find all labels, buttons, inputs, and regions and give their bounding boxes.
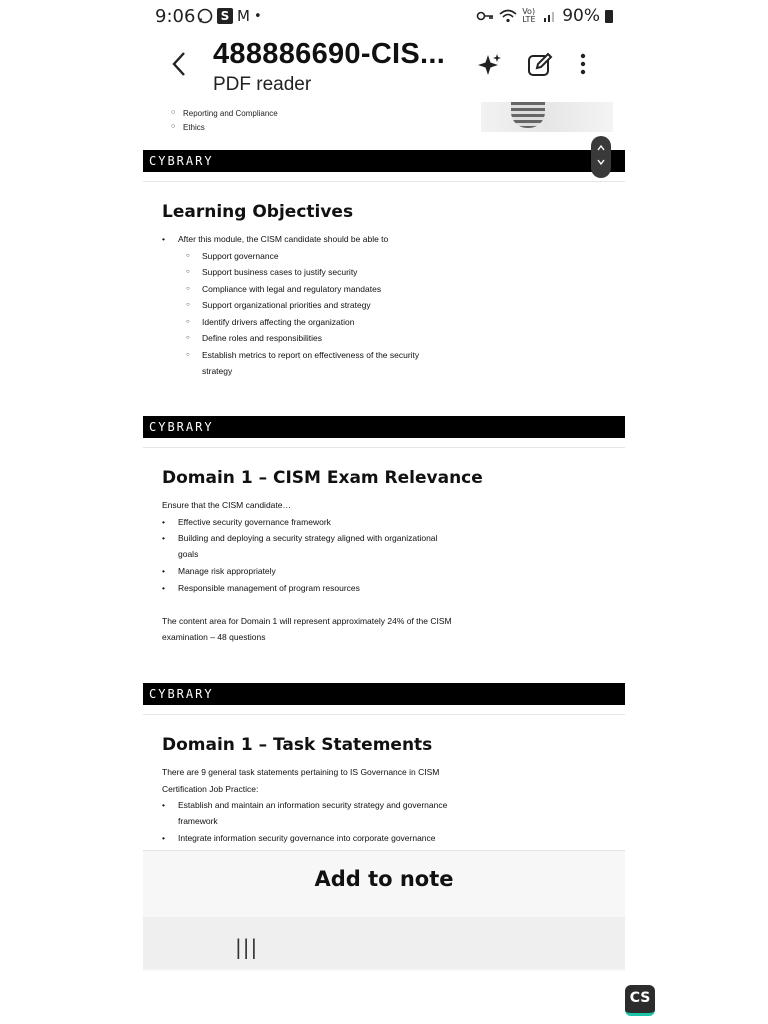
- camscanner-logo: CS: [625, 985, 655, 1016]
- pdf-viewport[interactable]: [143, 102, 625, 850]
- recent-apps-button[interactable]: |||: [235, 935, 259, 959]
- list-item: ○ Support organizational priorities and strategy: [202, 297, 442, 314]
- document-title: 488886690-CIS...: [213, 38, 446, 70]
- chevron-up-icon: [596, 144, 606, 152]
- list-item: ○ Identify drivers affecting the organization: [202, 314, 442, 331]
- status-bar: [143, 0, 625, 32]
- add-to-note-button[interactable]: Add to note: [314, 867, 454, 891]
- list-item-continuation: strategy: [202, 366, 233, 376]
- list-item-continuation: goals: [178, 549, 199, 559]
- cybrary-banner: [143, 416, 625, 438]
- list-item: ○ Reporting and Compliance: [171, 109, 278, 118]
- app-header: [143, 32, 625, 102]
- cybrary-logo-text: CYBRARY: [149, 420, 214, 434]
- status-time: 9:06: [155, 6, 196, 27]
- slide-heading: Learning Objectives: [162, 202, 354, 222]
- slide-intro: Certification Job Practice:: [162, 784, 259, 794]
- slide-learning-objectives: [143, 182, 625, 416]
- battery-percent: 90%: [562, 6, 600, 26]
- list-item: • Integrate information security governance into corporate governance: [178, 830, 478, 847]
- slide-heading: Domain 1 – CISM Exam Relevance: [162, 468, 483, 488]
- app-subtitle: PDF reader: [213, 74, 312, 95]
- slide-exam-relevance: [143, 448, 625, 683]
- list-item: • After this module, the CISM candidate should be able to: [178, 231, 478, 248]
- whatsapp-icon: [197, 8, 213, 24]
- list-item: • Responsible management of program resources: [178, 580, 478, 597]
- list-item: ○ Support business cases to justify security: [202, 264, 442, 281]
- list-item: ○ Define roles and responsibilities: [202, 330, 442, 347]
- list-item: ○ Support governance: [202, 248, 442, 265]
- lightbulb-image: [481, 102, 613, 132]
- edit-icon: [527, 52, 553, 78]
- previous-slide-fragment: [143, 102, 625, 150]
- wifi-icon: [499, 9, 517, 23]
- back-button[interactable]: [171, 50, 187, 86]
- notification-icons: [197, 7, 262, 25]
- fast-scroll-handle[interactable]: [591, 136, 611, 178]
- list-item: ○ Establish metrics to report on effectiveness of the security: [202, 347, 442, 364]
- vpn-key-icon: [476, 10, 494, 22]
- more-notifications-dot: •: [253, 8, 262, 24]
- signal-icon: [543, 10, 557, 22]
- chevron-down-icon: [596, 158, 606, 166]
- slide-heading: Domain 1 – Task Statements: [162, 735, 433, 755]
- chevron-left-icon: [171, 50, 187, 78]
- navigation-bar: [143, 917, 625, 969]
- cybrary-banner: [143, 683, 625, 705]
- more-options-button[interactable]: [579, 52, 587, 82]
- slide-note: The content area for Domain 1 will represent approximately 24% of the CISM: [162, 616, 452, 626]
- sparkle-icon: [477, 52, 503, 78]
- list-item-continuation: framework: [178, 816, 218, 826]
- slide-intro: Ensure that the CISM candidate…: [162, 500, 291, 510]
- list-item: • Effective security governance framework: [178, 514, 478, 531]
- s-app-icon: S: [217, 8, 233, 24]
- cybrary-logo-text: CYBRARY: [149, 154, 214, 168]
- more-vertical-icon: [579, 52, 587, 76]
- list-item: ○ Ethics: [171, 123, 205, 132]
- slide-task-statements: [143, 715, 625, 850]
- system-icons: [476, 6, 613, 26]
- add-to-note-panel: [143, 850, 625, 971]
- slide-note: examination – 48 questions: [162, 632, 266, 642]
- battery-icon: [605, 10, 613, 23]
- list-item: ○ Compliance with legal and regulatory mandates: [202, 281, 442, 298]
- list-item: • Manage risk appropriately: [178, 563, 478, 580]
- network-label: Vo) LTE: [522, 7, 536, 24]
- list-item: • Building and deploying a security strategy aligned with organizational: [178, 530, 478, 547]
- list-item: • Establish and maintain an information security strategy and governance: [178, 797, 478, 814]
- edit-button[interactable]: [527, 52, 553, 84]
- gmail-icon: M: [237, 7, 250, 25]
- slide-intro: There are 9 general task statements pertaining to IS Governance in CISM: [162, 767, 440, 777]
- cybrary-banner: [143, 150, 625, 172]
- cybrary-logo-text: CYBRARY: [149, 687, 214, 701]
- ai-assist-button[interactable]: [477, 52, 503, 84]
